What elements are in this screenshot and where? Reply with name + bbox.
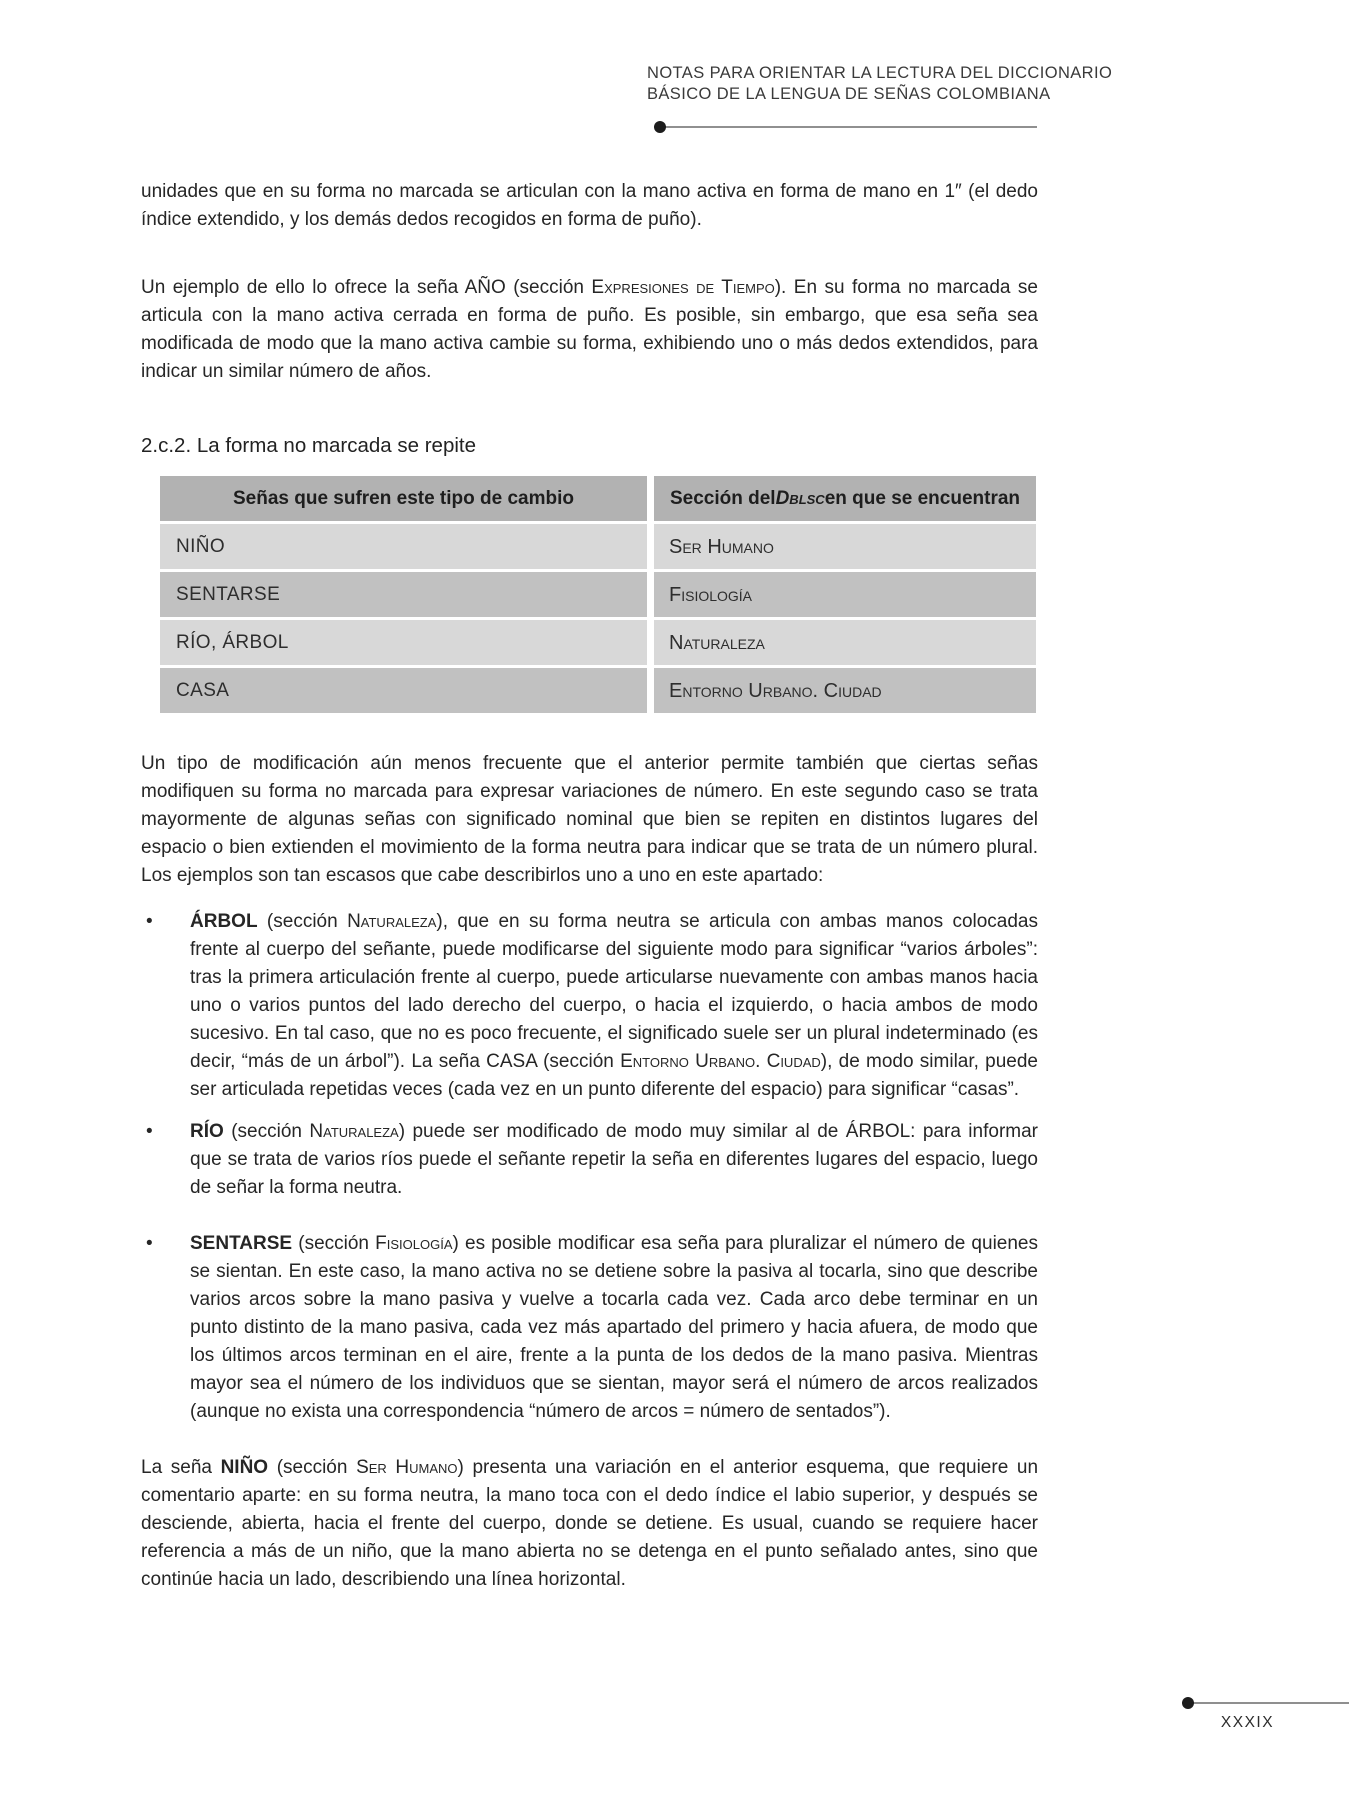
list-item-rio	[141, 1118, 1038, 1202]
table-row	[160, 572, 1036, 617]
table-cell-section: Ser Humano	[654, 524, 1036, 569]
list-item-text: RÍO (sección Naturaleza) puede ser modificado de modo muy similar al de ÁRBOL: para informar que se trata de varios ríos puede el señante repetir la seña en diferentes lugares del espacio, luego de señar la forma neutra.	[190, 1121, 1038, 1198]
running-header-line2: BÁSICO DE LA LENGUA DE SEÑAS COLOMBIANA	[647, 85, 1051, 103]
paragraph-nino: La seña NIÑO (sección Ser Humano) presenta una variación en el anterior esquema, que requiere un comentario aparte: en su forma neutra, la mano toca con el dedo índice el labio superior, y después se desciende, abierta, hacia el frente del cuerpo, donde se detiene. Es usual, cuando se requiere hacer referencia a más de un niño, que la mano abierta no se detenga en el punto señalado antes, sino que continúe hacia un lado, describiendo una línea horizontal.	[141, 1457, 1039, 1590]
header-rule-dot	[654, 121, 666, 133]
page-body	[141, 178, 1038, 1594]
table-cell-section: Entorno Urbano. Ciudad	[654, 668, 1036, 713]
bullet-icon: •	[146, 1121, 153, 1142]
table-cell-sign: SENTARSE	[160, 572, 647, 617]
list-item-text: SENTARSE (sección Fisiología) es posible modificar esa seña para pluralizar el número de quienes se sientan. En este caso, la mano activa no se detiene sobre la pasiva al tocarla, sino que describe varios arcos sobre la mano pasiva y vuelve a tocarla cada vez. Cada arco debe terminar en un punto distinto de la mano pasiva, cada vez más apartado del primero y hacia afuera, de modo que los últimos arcos terminan en el aire, frente a la punta de los dedos de la mano pasiva. Mientras mayor sea el número de los individuos que se sientan, mayor será el número de arcos realizados (aunque no exista una correspondencia “número de arcos = número de sentados”).	[190, 1233, 1038, 1422]
table-row	[160, 524, 1036, 569]
signs-table	[160, 476, 1036, 713]
table-row	[160, 620, 1036, 665]
running-header	[647, 63, 1112, 105]
table-cell-sign: CASA	[160, 668, 647, 713]
header-rule	[660, 126, 1037, 128]
list-item-text: ÁRBOL (sección Naturaleza), que en su forma neutra se articula con ambas manos colocadas frente al cuerpo del señante, puede modificarse del siguiente modo para significar “varios árboles”: tras la primera articulación frente al cuerpo, puede articularse nuevamente con ambas manos hacia uno o varios puntos del lado derecho del cuerpo, o hacia el izquierdo, o hacia ambos de modo sucesivo. En tal caso, que no es poco frecuente, el significado suele ser un plural indeterminado (es decir, “más de un árbol”). La seña CASA (sección Entorno Urbano. Ciudad), de modo similar, puede ser articulada repetidas veces (cada vez en un punto diferente del espacio) para significar “casas”.	[190, 911, 1038, 1100]
paragraph-modification-type: Un tipo de modificación aún menos frecuente que el anterior permite también que ciertas señas modifiquen su forma no marcada para expresar variaciones de número. En este segundo caso se trata mayormente de algunas señas con significado nominal que bien se repiten en distintos lugares del espacio o bien extienden el movimiento de la forma neutra para indicar que se trata de un número plural. Los ejemplos son tan escasos que cabe describirlos uno a uno en este apartado:	[141, 753, 1038, 886]
list-item-sentarse	[141, 1230, 1038, 1426]
bullet-icon: •	[146, 1233, 153, 1254]
table-row	[160, 668, 1036, 713]
page-number: XXXIX	[1220, 1714, 1275, 1731]
section-heading: 2.c.2. La forma no marcada se repite	[141, 434, 477, 457]
list-item-arbol	[141, 908, 1038, 1104]
table-cell-sign: NIÑO	[160, 524, 647, 569]
bullet-icon: •	[146, 911, 153, 932]
table-cell-section: Fisiología	[654, 572, 1036, 617]
table-header-signs: Señas que sufren este tipo de cambio	[160, 476, 647, 521]
table-header-section: Sección del Dblsc en que se encuentran	[654, 476, 1036, 521]
footer-rule-dot	[1182, 1697, 1194, 1709]
table-cell-sign: RÍO, ÁRBOL	[160, 620, 647, 665]
paragraph-example-ano: Un ejemplo de ello lo ofrece la seña AÑO (sección Expresiones de Tiempo). En su forma no marcada se articula con la mano activa cerrada en forma de puño. Es posible, sin embargo, que esa seña sea modificada de modo que la mano activa cambie su forma, exhibiendo uno o más dedos extendidos, para indicar un similar número de años.	[141, 277, 1038, 382]
footer-rule	[1188, 1702, 1349, 1704]
table-header-row	[160, 476, 1036, 521]
table-cell-section: Naturaleza	[654, 620, 1036, 665]
paragraph-continuation: unidades que en su forma no marcada se articulan con la mano activa en forma de mano en 1″ (el dedo índice extendido, y los demás dedos recogidos en forma de puño).	[141, 181, 1038, 230]
running-header-line1: NOTAS PARA ORIENTAR LA LECTURA DEL DICCIONARIO	[647, 64, 1113, 82]
